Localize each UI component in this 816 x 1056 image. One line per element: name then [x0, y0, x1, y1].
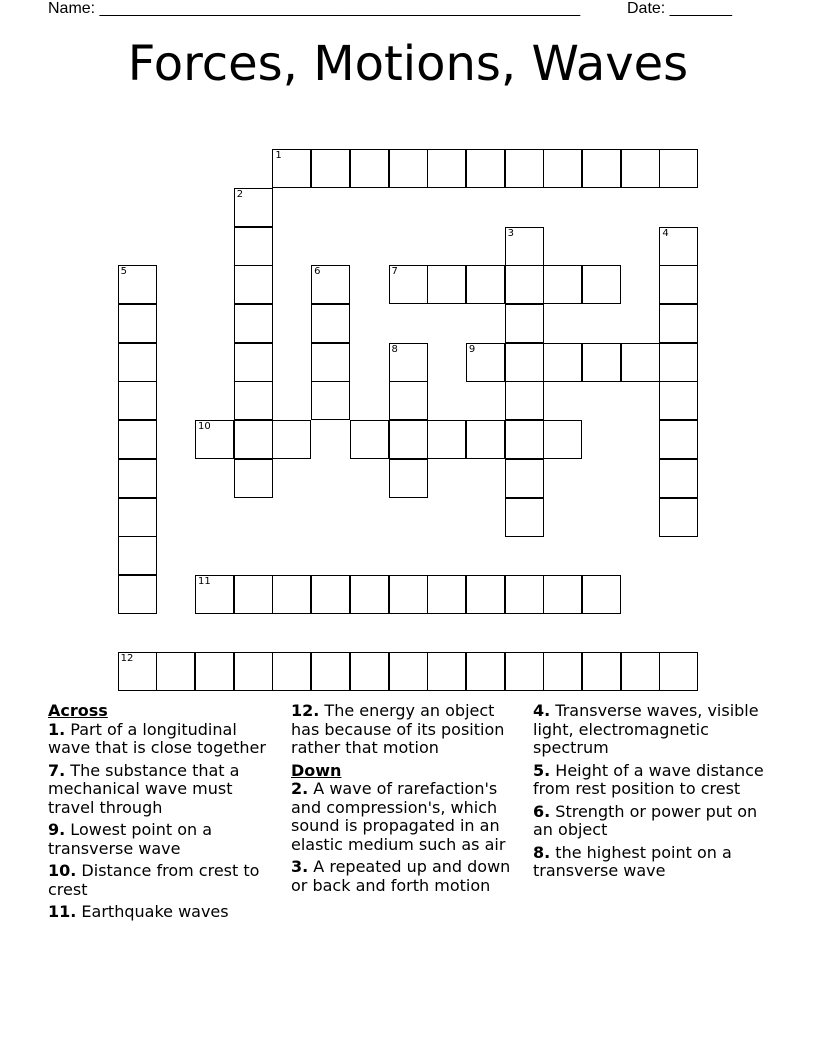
cell-number: 3	[507, 227, 514, 239]
clue-text: Part of a longitudinal wave that is close together	[48, 719, 266, 757]
crossword-cell	[118, 459, 157, 498]
crossword-cell	[389, 420, 428, 459]
clue-across-1	[48, 721, 280, 758]
crossword-cell	[118, 265, 157, 304]
crossword-cell	[659, 149, 698, 188]
crossword-cell	[543, 575, 582, 614]
cell-number: 12	[120, 653, 134, 665]
crossword-cell	[195, 652, 234, 691]
clue-number: 5.	[533, 760, 551, 780]
clue-text: the highest point on a transverse wave	[533, 842, 732, 880]
crossword-cell	[272, 149, 311, 188]
crossword-cell	[582, 149, 621, 188]
crossword-cell	[311, 575, 350, 614]
crossword-cell	[234, 459, 273, 498]
crossword-cell	[659, 652, 698, 691]
crossword-cell	[543, 652, 582, 691]
crossword-cell	[272, 420, 311, 459]
crossword-cell	[427, 149, 466, 188]
cell-number: 10	[198, 421, 211, 433]
crossword-cell	[466, 343, 505, 382]
crossword-cell	[118, 652, 157, 691]
crossword-cell	[582, 343, 621, 382]
crossword-cell	[621, 149, 660, 188]
crossword-cell	[582, 265, 621, 304]
crossword-cell	[659, 420, 698, 459]
crossword-cell	[118, 498, 157, 537]
clue-number: 10.	[48, 861, 77, 880]
crossword-cell	[427, 265, 466, 304]
clue-across-11	[48, 903, 280, 922]
crossword-cell	[659, 265, 698, 304]
clue-number: 4.	[533, 701, 551, 720]
clue-number: 8.	[533, 842, 551, 862]
name-field-line: Name: ______________________________________________________	[48, 0, 581, 17]
crossword-cell	[234, 227, 273, 266]
crossword-cell	[659, 304, 698, 343]
crossword-cell	[311, 265, 350, 304]
crossword-cell	[659, 381, 698, 420]
clue-down-2	[291, 780, 527, 854]
crossword-cell	[234, 188, 273, 227]
clue-across-9	[48, 821, 280, 858]
crossword-cell	[505, 149, 544, 188]
clue-text: Earthquake waves	[76, 902, 229, 921]
crossword-cell	[118, 575, 157, 614]
crossword-cell	[505, 343, 544, 382]
crossword-cell	[659, 343, 698, 382]
crossword-cell	[234, 343, 273, 382]
clue-number: 6.	[533, 801, 551, 821]
crossword-cell	[582, 652, 621, 691]
crossword-cell	[389, 459, 428, 498]
crossword-cell	[156, 652, 195, 691]
clue-across-7	[48, 762, 280, 818]
crossword-cell	[234, 575, 273, 614]
clue-text: Height of a wave distance from rest position to crest	[533, 760, 764, 798]
clue-down-3	[291, 858, 527, 895]
date-field-line: Date: _______	[627, 0, 732, 17]
clue-down-4	[533, 702, 773, 758]
down-heading: Down	[291, 760, 342, 780]
crossword-cell	[505, 381, 544, 420]
clue-across-10	[48, 862, 280, 899]
crossword-cell	[466, 265, 505, 304]
clue-text: Transverse waves, visible light, electromagnetic spectrum	[533, 701, 759, 757]
crossword-cell	[505, 459, 544, 498]
crossword-cell	[659, 227, 698, 266]
crossword-cell	[234, 652, 273, 691]
cell-number: 9	[468, 343, 476, 355]
cell-number: 1	[275, 150, 282, 162]
crossword-cell	[195, 420, 234, 459]
clue-column-3	[533, 702, 773, 885]
clue-number: 7.	[48, 760, 66, 780]
crossword-cell	[505, 420, 544, 459]
crossword-cell	[659, 498, 698, 537]
crossword-cell	[659, 459, 698, 498]
crossword-cell	[195, 575, 234, 614]
clue-column-1	[48, 702, 280, 926]
crossword-cell	[389, 381, 428, 420]
crossword-cell	[311, 652, 350, 691]
clue-text: The substance that a mechanical wave must travel through	[48, 760, 240, 817]
cell-number: 2	[236, 188, 244, 200]
crossword-cell	[427, 652, 466, 691]
clue-text: The energy an object has because of its position rather that motion	[291, 701, 505, 757]
clue-column-2	[291, 702, 527, 899]
cell-number: 11	[198, 575, 211, 587]
cell-number: 5	[120, 266, 127, 278]
clue-text: A wave of rarefaction's and compression's, which sound is propagated in an elastic medium such as air	[291, 779, 506, 854]
crossword-cell	[389, 149, 428, 188]
crossword-cell	[621, 652, 660, 691]
crossword-cell	[582, 575, 621, 614]
crossword-cell	[311, 149, 350, 188]
crossword-cell	[505, 227, 544, 266]
crossword-cell	[389, 343, 428, 382]
crossword-cell	[466, 149, 505, 188]
clue-number: 11.	[48, 902, 77, 921]
crossword-cell	[621, 343, 660, 382]
clue-text: Strength or power put on an object	[533, 801, 758, 839]
crossword-cell	[272, 652, 311, 691]
clue-down-5	[533, 762, 773, 799]
crossword-cell	[311, 381, 350, 420]
crossword-cell	[234, 304, 273, 343]
crossword-cell	[350, 149, 389, 188]
clue-text: Lowest point on a transverse wave	[48, 820, 213, 858]
crossword-cell	[389, 652, 428, 691]
crossword-cell	[505, 498, 544, 537]
crossword-cell	[389, 265, 428, 304]
crossword-cell	[118, 420, 157, 459]
across-heading: Across	[48, 701, 108, 720]
crossword-cell	[427, 420, 466, 459]
clue-number: 3.	[291, 857, 309, 876]
cell-number: 7	[391, 266, 398, 278]
crossword-cell	[505, 304, 544, 343]
cell-number: 4	[662, 227, 669, 239]
crossword-cell	[543, 343, 582, 382]
crossword-cell	[427, 575, 466, 614]
crossword-cell	[505, 575, 544, 614]
crossword-cell	[466, 652, 505, 691]
clue-number: 2.	[291, 779, 309, 798]
crossword-cell	[272, 575, 311, 614]
crossword-cell	[234, 381, 273, 420]
clue-text: A repeated up and down or back and forth motion	[291, 857, 511, 895]
crossword-cell	[466, 420, 505, 459]
crossword-cell	[505, 265, 544, 304]
cell-number: 6	[314, 266, 321, 278]
crossword-cell	[350, 420, 389, 459]
clue-number: 9.	[48, 820, 66, 839]
crossword-cell	[311, 343, 350, 382]
crossword-cell	[505, 652, 544, 691]
crossword-cell	[311, 304, 350, 343]
crossword-cell	[118, 343, 157, 382]
crossword-cell	[466, 575, 505, 614]
crossword-cell	[118, 381, 157, 420]
clue-number: 1.	[48, 719, 66, 739]
crossword-cell	[234, 265, 273, 304]
cell-number: 8	[391, 343, 398, 355]
crossword-cell	[350, 652, 389, 691]
crossword-cell	[389, 575, 428, 614]
crossword-cell	[118, 304, 157, 343]
crossword-cell	[543, 149, 582, 188]
crossword-cell	[350, 575, 389, 614]
page-title: Forces, Motions, Waves	[127, 36, 689, 92]
clue-text: Distance from crest to crest	[48, 861, 260, 899]
crossword-cell	[543, 420, 582, 459]
crossword-cell	[118, 536, 157, 575]
crossword-cell	[543, 265, 582, 304]
clue-across-12	[291, 702, 527, 758]
crossword-cell	[234, 420, 273, 459]
clue-down-6	[533, 803, 773, 840]
clue-down-8	[533, 844, 773, 881]
clue-number: 12.	[291, 701, 320, 720]
